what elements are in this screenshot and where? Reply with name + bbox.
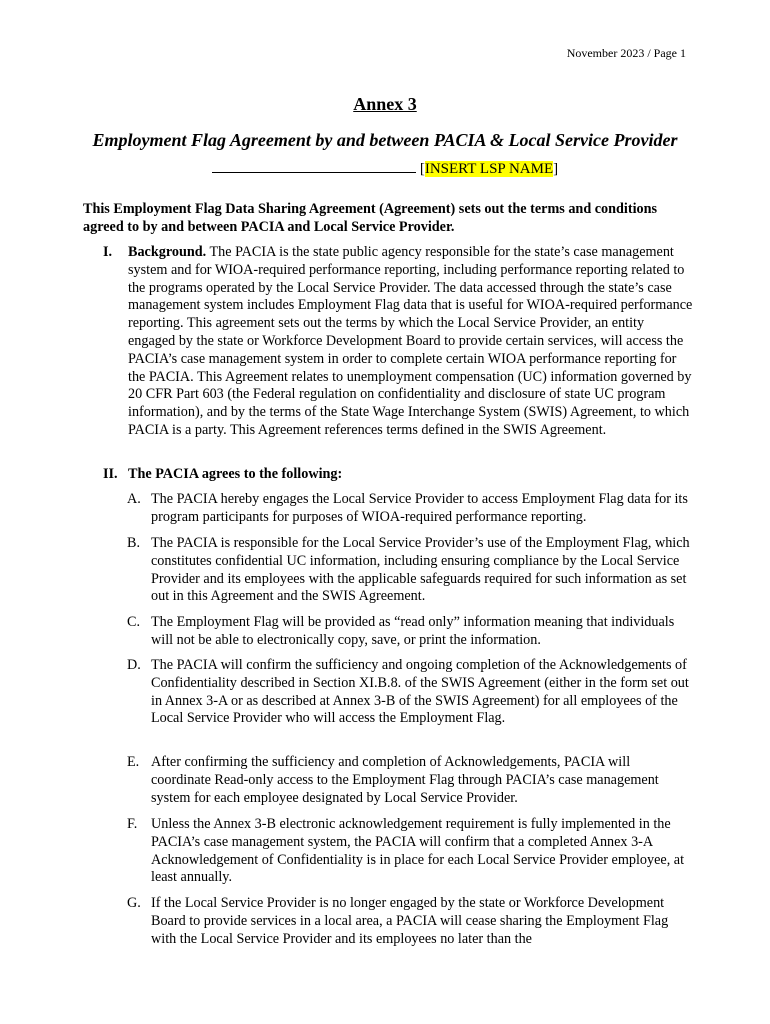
list-item — [83, 754, 693, 807]
list-item — [83, 535, 693, 606]
list-item — [83, 816, 693, 887]
lsp-blank-line — [212, 158, 416, 173]
item-text: The PACIA hereby engages the Local Service Provider to access Employment Flag data for its program participants for purposes of WIOA-required performance reporting. — [151, 491, 688, 525]
section-body — [128, 466, 693, 484]
section-background — [83, 244, 693, 440]
item-text: Unless the Annex 3-B electronic acknowledgement requirement is fully implemented in the PACIA’s case management system, the PACIA will confirm that a completed Annex 3-A Acknowledgement of Confidentiality is in place for each Local Service Provider employee, at least annually. — [151, 816, 685, 886]
list-item — [83, 895, 693, 948]
section-body — [128, 244, 693, 440]
lsp-name-placeholder: INSERT LSP NAME — [424, 161, 554, 177]
section-text: The PACIA is the state public agency responsible for the state’s case management system and for WIOA-required performance reporting, including performance reporting related to the programs operated by the Local Service Provider. The data accessed through the state’s case management system includes Employment Flag data that is useful for WIOA-required performance reporting. This agreement sets out the terms by which the Local Service Provider, an entity engaged by the state or Workforce Development Board to provide certain services, will access the PACIA’s case management system in order to complete certain WIOA performance reporting for the PACIA. This Agreement relates to unemployment compensation (UC) information governed by 20 CFR Part 603 (the Federal regulation on confidentiality and disclosure of state UC program information), and by the terms of the State Wage Interchange System (SWIS) Agreement, to which PACIA is a party. This Agreement references terms defined in the SWIS Agreement. — [128, 244, 693, 438]
item-letter: G. — [127, 895, 141, 911]
annex-title: Annex 3 — [353, 94, 417, 114]
lsp-bracket-open: [ — [419, 161, 425, 177]
list-item — [83, 614, 693, 650]
item-letter: B. — [127, 535, 141, 551]
section-number: II. — [103, 466, 118, 482]
section-number: I. — [103, 244, 113, 260]
item-letter: F. — [127, 816, 138, 832]
item-letter: D. — [127, 657, 141, 673]
section-heading: The PACIA agrees to the following: — [128, 466, 343, 482]
section-pacia-agrees — [83, 466, 693, 484]
item-letter: A. — [127, 491, 141, 507]
item-letter: C. — [127, 614, 141, 630]
item-text: The PACIA is responsible for the Local Service Provider’s use of the Employment Flag, which constitutes confidential UC information, including ensuring compliance by the Local Service Provider and its employees with the applicable safeguards required for such information as set out in this Agreement and the SWIS Agreement. — [151, 535, 690, 605]
page-header-date: November 2023 / Page 1 — [566, 46, 686, 60]
list-item — [83, 657, 693, 728]
item-text: After confirming the sufficiency and completion of Acknowledgements, PACIA will coordinate Read-only access to the Employment Flag through PACIA’s case management system for each employee designated by Local Service Provider. — [151, 754, 659, 806]
list-item — [83, 491, 693, 527]
section-heading: Background. — [128, 244, 207, 260]
lsp-name-line — [0, 158, 770, 178]
lsp-bracket-close: ] — [553, 161, 559, 177]
agreement-title: Employment Flag Agreement by and between PACIA & Local Service Provider — [92, 130, 678, 150]
intro-paragraph: This Employment Flag Data Sharing Agreement (Agreement) sets out the terms and conditions agreed to by and between PACIA and Local Service Provider. — [83, 201, 658, 235]
item-letter: E. — [127, 754, 140, 770]
item-text: If the Local Service Provider is no longer engaged by the state or Workforce Development Board to provide services in a local area, a PACIA will cease sharing the Employment Flag with the Local Service Provider and its employees no later than the — [151, 895, 669, 947]
item-text: The PACIA will confirm the sufficiency and ongoing completion of the Acknowledgements of Confidentiality described in Section XI.B.8. of the SWIS Agreement (either in the form set out in Annex 3-A or as described at Annex 3-B of the SWIS Agreement) for all employees of the Local Service Provider who will access the Employment Flag. — [151, 657, 689, 727]
item-text: The Employment Flag will be provided as “read only” information meaning that individuals will not be able to electronically copy, save, or print the information. — [151, 614, 675, 648]
